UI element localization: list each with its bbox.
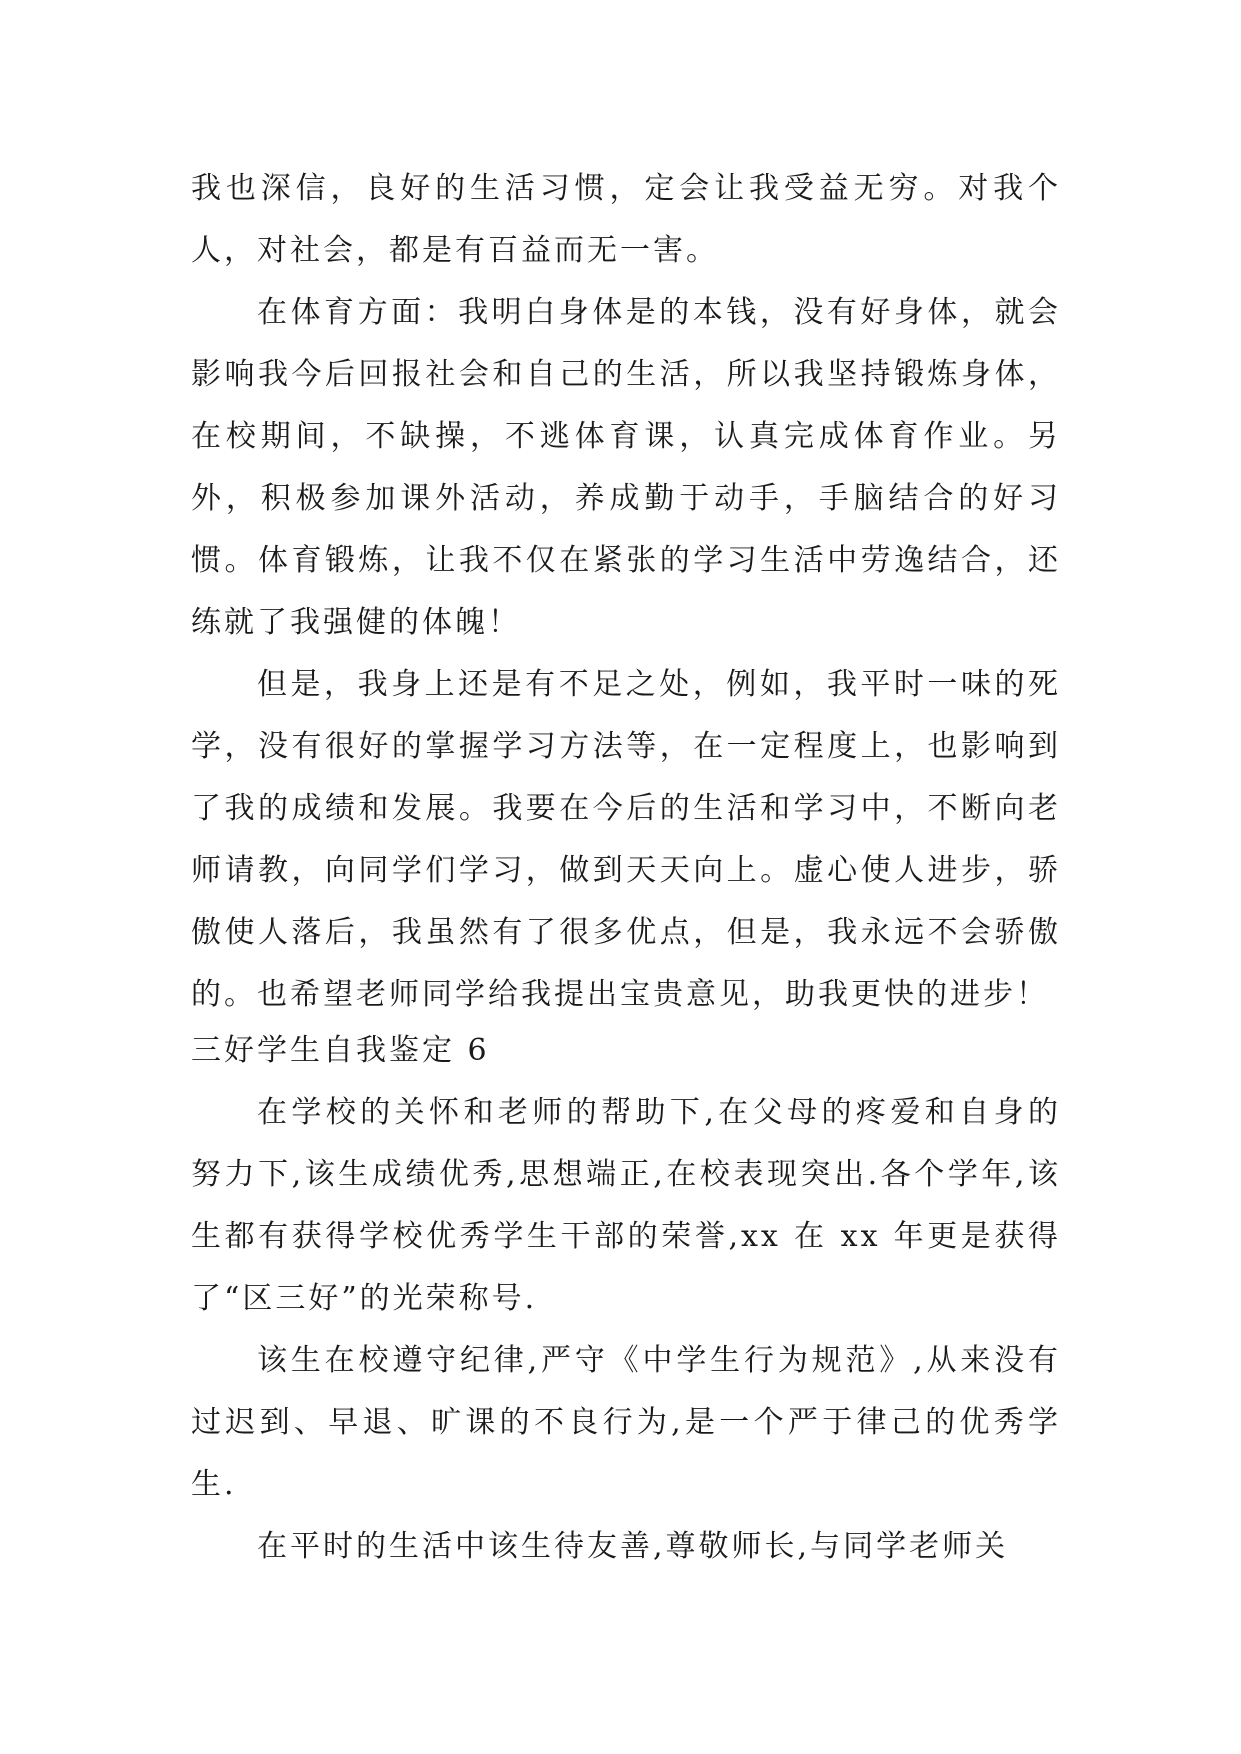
section-heading: 三好学生自我鉴定 6 bbox=[191, 1033, 490, 1068]
paragraph-life: 在平时的生活中该生待友善,尊敬师长,与同学老师关 bbox=[257, 1529, 1009, 1564]
paragraph-discipline: 该生在校遵守纪律,严守《中学生行为规范》,从来没有过迟到、早退、旷课的不良行为,是一个严于律己的优秀学生. bbox=[191, 1343, 1061, 1502]
paragraph-continued: 我也深信，良好的生活习惯，定会让我受益无穷。对我个人，对社会，都是有百益而无一害。 bbox=[191, 171, 1061, 268]
body-text-block-2 bbox=[191, 1020, 1061, 1578]
paragraph-intro: 在学校的关怀和老师的帮助下,在父母的疼爱和自身的努力下,该生成绩优秀,思想端正,在校表现突出.各个学年,该生都有获得学校优秀学生干部的荣誉,xx 在 xx 年更是获得了“区三好”的光荣称号. bbox=[191, 1095, 1061, 1316]
paragraph-sports: 在体育方面：我明白身体是的本钱，没有好身体，就会影响我今后回报社会和自己的生活，所以我坚持锻炼身体，在校期间，不缺操，不逃体育课，认真完成体育作业。另外，积极参加课外活动，养成勤于动手，手脑结合的好习惯。体育锻炼，让我不仅在紧张的学习生活中劳逸结合，还练就了我强健的体魄！ bbox=[191, 295, 1061, 640]
paragraph-shortcomings: 但是，我身上还是有不足之处，例如，我平时一味的死学，没有很好的掌握学习方法等，在一定程度上，也影响到了我的成绩和发展。我要在今后的生活和学习中，不断向老师请教，向同学们学习，做到天天向上。虚心使人进步，骄傲使人落后，我虽然有了很多优点，但是，我永远不会骄傲的。也希望老师同学给我提出宝贵意见，助我更快的进步！ bbox=[191, 667, 1061, 1012]
body-text-block-1 bbox=[191, 158, 1061, 1026]
